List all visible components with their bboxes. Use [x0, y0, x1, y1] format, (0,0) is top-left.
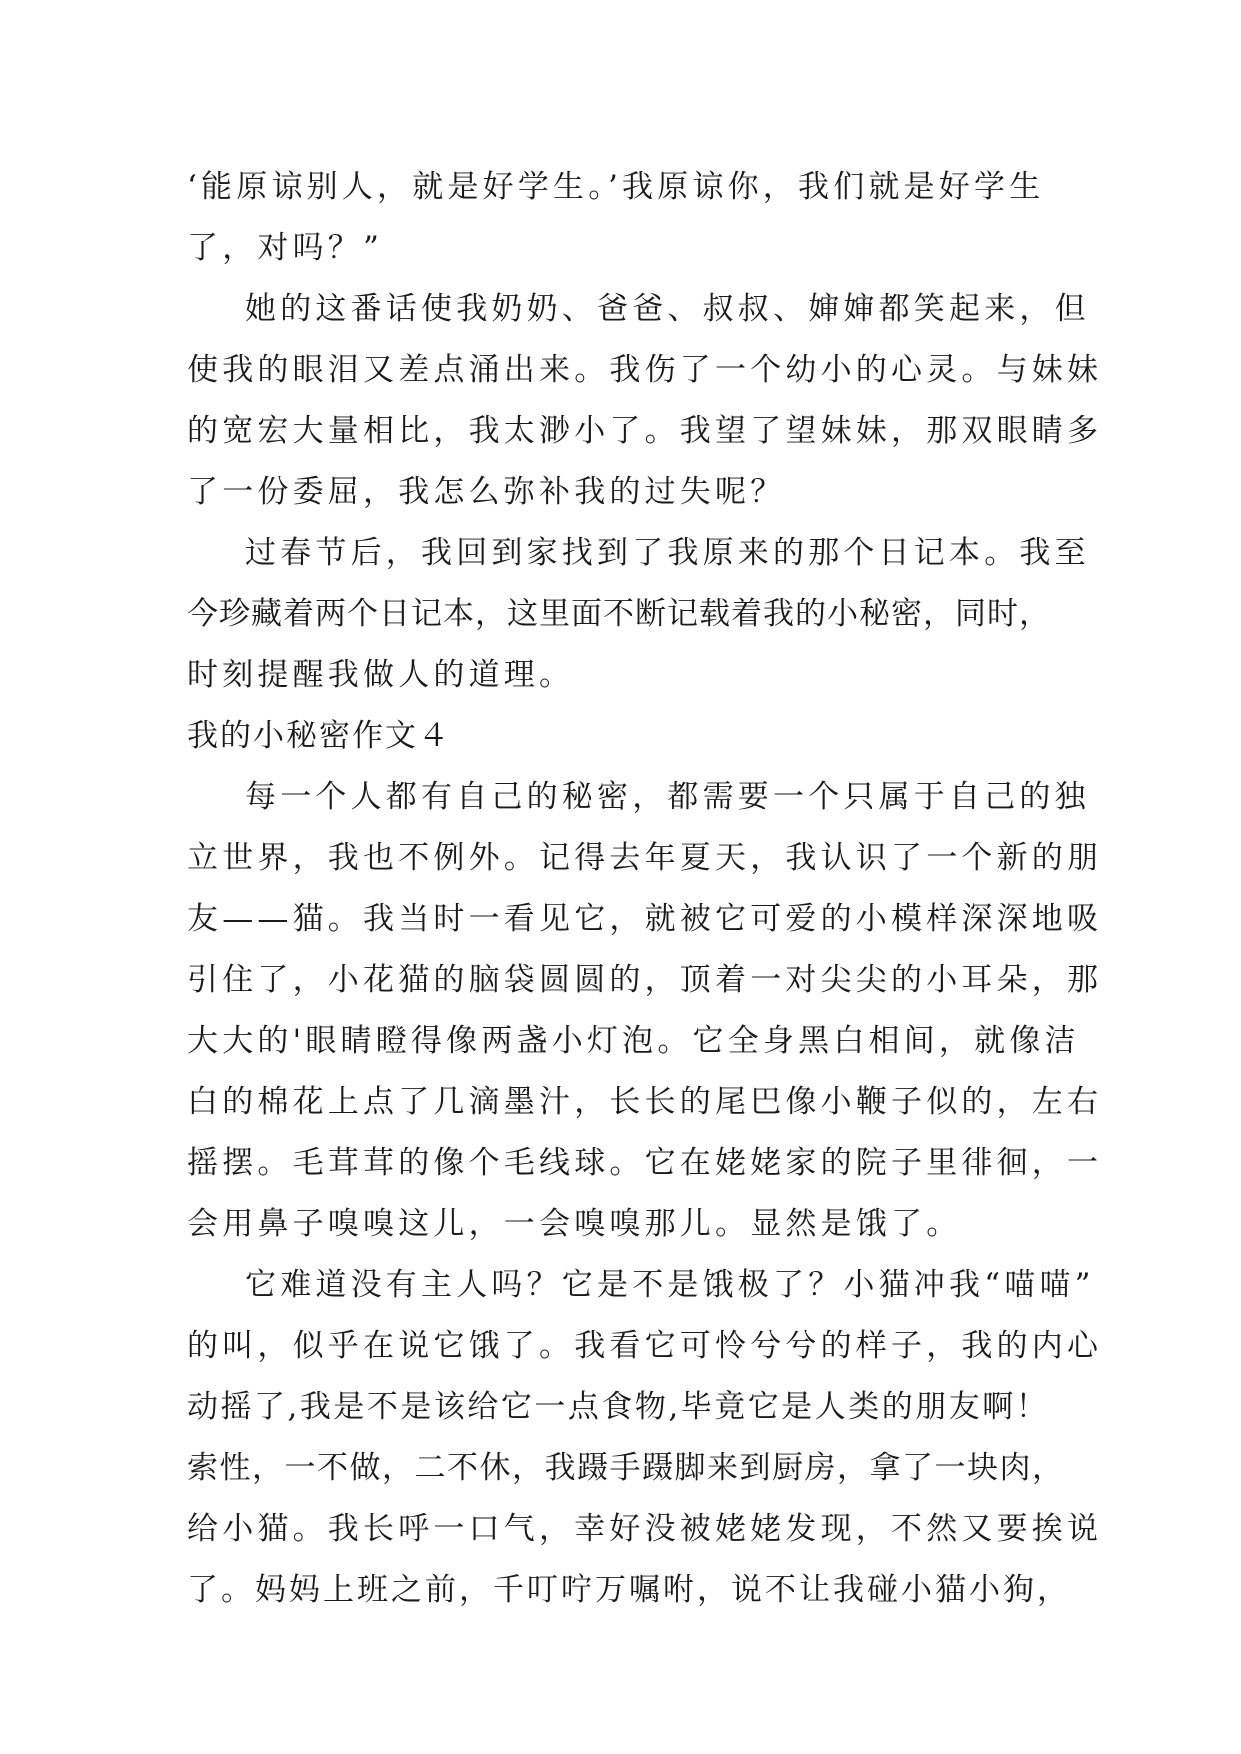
- section-paragraph-2: [187, 1255, 1103, 1621]
- text-line: 过春节后，我回到家找到了我原来的那个日记本。我至: [245, 535, 1090, 571]
- text-line: 了，对吗？”: [187, 230, 384, 266]
- text-line: 时刻提醒我做人的道理。: [187, 657, 575, 693]
- text-line: 今珍藏着两个日记本，这里面不断记载着我的小秘密，同时，: [187, 596, 1051, 632]
- text-line: 的叫，似乎在说它饿了。我看它可怜兮兮的样子，我的内心: [187, 1328, 1103, 1364]
- text-line: 给小猫。我长呼一口气，幸好没被姥姥发现，不然又要挨说: [187, 1511, 1103, 1547]
- text-line: 使我的眼泪又差点涌出来。我伤了一个幼小的心灵。与妹妹: [187, 352, 1103, 388]
- text-line: 大大的'眼睛瞪得像两盏小灯泡。它全身黑白相间，就像洁: [187, 1023, 1080, 1059]
- text-line: 了。妈妈上班之前，千叮咛万嘱咐，说不让我碰小猫小狗，: [187, 1572, 1071, 1608]
- text-line: 每一个人都有自己的秘密，都需要一个只属于自己的独: [245, 779, 1090, 815]
- paragraph-2: [187, 279, 1103, 523]
- text-line: 立世界，我也不例外。记得去年夏天，我认识了一个新的朋: [187, 840, 1103, 876]
- section-heading: 我的小秘密作文４: [187, 718, 451, 754]
- section-paragraph-1: [187, 767, 1103, 1255]
- text-line: 她的这番话使我奶奶、爸爸、叔叔、婶婶都笑起来，但: [245, 291, 1090, 327]
- text-line: 索性，一不做，二不休，我蹑手蹑脚来到厨房，拿了一块肉，: [187, 1450, 1065, 1486]
- text-line: 友——猫。我当时一看见它，就被它可爱的小模样深深地吸: [187, 901, 1103, 937]
- document-body: [187, 157, 1103, 1621]
- paragraph-3: [187, 523, 1090, 706]
- text-line: ‘能原谅别人，就是好学生。’我原谅你，我们就是好学生: [187, 169, 1045, 205]
- text-line: 白的棉花上点了几滴墨汁，长长的尾巴像小鞭子似的，左右: [187, 1084, 1103, 1120]
- text-line: 的宽宏大量相比，我太渺小了。我望了望妹妹，那双眼睛多: [187, 413, 1103, 449]
- text-line: 动摇了,我是不是该给它一点食物,毕竟它是人类的朋友啊！: [187, 1389, 1050, 1425]
- paragraph-1: [187, 157, 1054, 279]
- text-line: 摇摆。毛茸茸的像个毛线球。它在姥姥家的院子里徘徊，一: [187, 1145, 1103, 1181]
- text-line: 会用鼻子嗅嗅这儿，一会嗅嗅那儿。显然是饿了。: [187, 1206, 962, 1242]
- text-line: 引住了，小花猫的脑袋圆圆的，顶着一对尖尖的小耳朵，那: [187, 962, 1103, 998]
- text-line: 它难道没有主人吗？它是不是饿极了？小猫冲我“喵喵”: [245, 1267, 1095, 1303]
- text-line: 了一份委屈，我怎么弥补我的过失呢？: [187, 474, 786, 510]
